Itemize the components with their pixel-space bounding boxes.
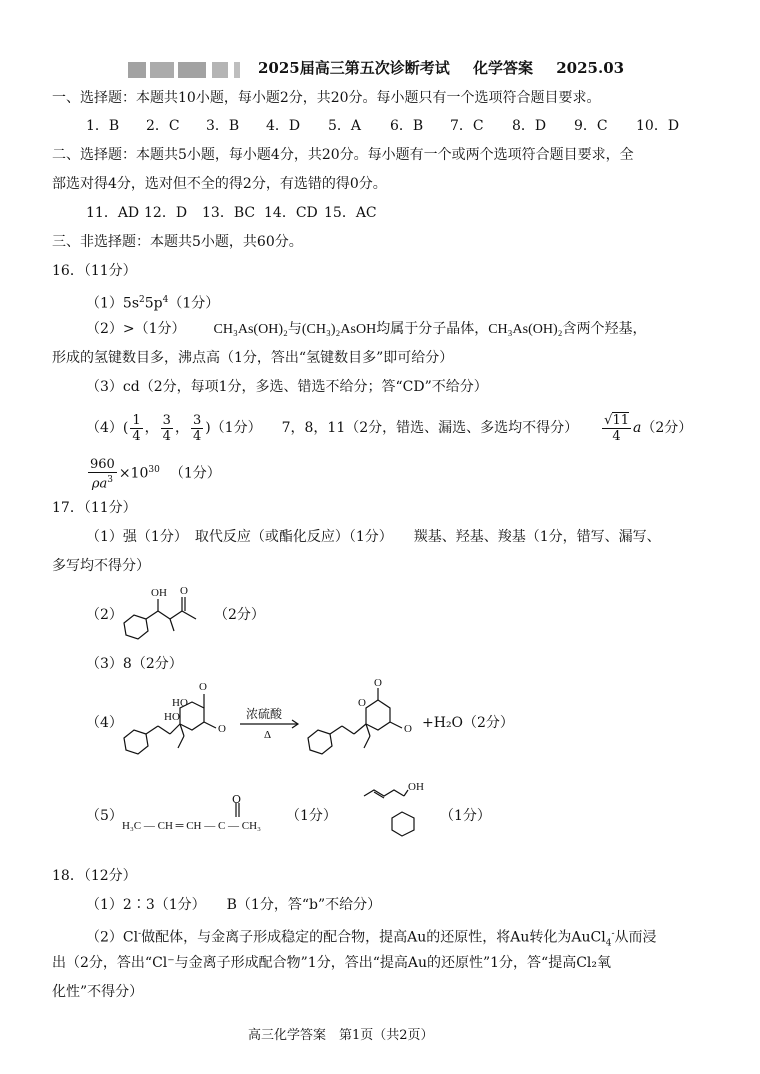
- section2-heading-line1: 二、选择题：本题共5小题，每小题4分，共20分。每小题有一个或两个选项符合题目要求，全: [52, 147, 634, 163]
- q16-p4-sqrt-num: √11: [604, 412, 629, 428]
- answer-13: 13．BC: [202, 205, 256, 221]
- q17-part1-line2: 多写均不得分）: [52, 558, 150, 574]
- q16-p5-exp: 30: [148, 465, 160, 475]
- q17-p5-chain: H₃C — CH ═ CH — C — CH₃: [122, 820, 261, 832]
- answer-1: 1．B: [86, 118, 120, 134]
- q16-p1-sup1: 2: [139, 295, 145, 305]
- q16-part5: [86, 452, 221, 492]
- q16-part4: （4）( $\frac{1}{4}$ ， $\frac{3}{4}$ ， $\frac{3}{4}$ )（1分） 7，8，11（2分，错选、漏选、多选均不得分） $\frac{√11}{4}$ a（2分）: [86, 412, 693, 444]
- q16-p1-mid: 5p: [144, 295, 163, 312]
- q17-part5-score1: （1分）: [286, 808, 337, 824]
- q16-p2-chem3: CH₃As(OH)₂: [488, 322, 563, 337]
- q16-p2-answer: （2）>（1分）: [86, 321, 186, 337]
- q18-p2-sup2: -: [611, 929, 615, 939]
- q18-part2-line2: 出（2分，答出“Cl⁻与金离子形成配合物”1分，答出“提高Au的还原性”1分，答“提高Cl₂氧: [52, 955, 612, 971]
- q16-p4-frac3: [191, 413, 203, 444]
- q17-p5-o: O: [232, 793, 242, 806]
- q18-p2-c: 从而浸: [614, 929, 657, 946]
- answer-8: 8．D: [512, 118, 547, 134]
- q16-part3: （3）cd（2分，每项1分，多选、错选不给分；答“CD”不给分）: [86, 379, 488, 395]
- q16-p4-f3-num: 3: [192, 412, 202, 428]
- q18-part2-line1: [86, 924, 657, 953]
- q16-p4-sqrt-frac: [602, 413, 631, 444]
- q17-part2-label: （2）: [86, 607, 123, 623]
- q17-part5-score2: （1分）: [440, 808, 491, 824]
- q18-p2-a: （2）Cl: [86, 929, 139, 946]
- answer-15: 15．AC: [324, 205, 377, 221]
- q16-p5-num: 960: [90, 456, 115, 472]
- q17-p4-o2: O: [218, 723, 226, 735]
- section2-heading-line2: 部选对得4分，选对但不全的得2分，有选错的得0分。: [52, 176, 387, 192]
- q17-p2-structure: [118, 585, 218, 645]
- q16-p2-text1: 均属于分子晶体，: [376, 321, 489, 337]
- answer-12: 12．D: [144, 205, 188, 221]
- q16-p4-f1-den: 4: [132, 428, 141, 444]
- q17-part1-line1: （1）强（1分） 取代反应（或酯化反应）（1分） 羰基、羟基、羧基（1分，错写、漏写、: [86, 529, 661, 545]
- answer-3: 3．B: [206, 118, 240, 134]
- q18-label: 18．（12分）: [52, 868, 137, 884]
- q17-p2-o: O: [180, 585, 188, 597]
- q16-p1-sup2: 4: [162, 295, 169, 305]
- section1-heading: 一、选择题：本题共10小题，每小题2分，共20分。每小题只有一个选项符合题目要求。: [52, 90, 601, 106]
- q16-p5-den-rho: ρa: [91, 475, 108, 491]
- q16-p4-frac2: [161, 413, 173, 444]
- q16-p1-prefix: （1）5s: [86, 295, 139, 312]
- q17-part5-label: （5）: [86, 808, 123, 824]
- q16-p4-close: )（1分）: [205, 420, 262, 436]
- q17-p4-reagent: 浓硫酸: [246, 707, 283, 721]
- q18-part1: （1）2∶3（1分） B（1分，答“b”不给分）: [86, 897, 382, 913]
- answer-6: 6．B: [390, 118, 424, 134]
- q16-p2-chem2: (CH₃)₂AsOH: [301, 322, 377, 337]
- q16-p4-numbers: 7，8，11（2分，错选、漏选、多选均不得分）: [281, 420, 579, 436]
- q16-p2-with: 与: [287, 321, 302, 337]
- q16-p5-den-sup: 3: [107, 474, 113, 485]
- q17-p4-ho2: HO: [164, 711, 180, 723]
- q17-p4-o4: O: [358, 697, 366, 709]
- q16-p4-sqrt: 11: [612, 412, 629, 428]
- answer-7: 7．C: [450, 118, 484, 134]
- q16-p2-text2: 含两个羟基，: [562, 321, 647, 337]
- q16-part2-line1: [86, 319, 647, 340]
- q17-p4-ho: HO: [172, 697, 188, 709]
- q17-p2-oh: OH: [151, 587, 167, 599]
- q17-part2-score: （2分）: [214, 607, 265, 623]
- q17-part3: （3）8（2分）: [86, 656, 183, 672]
- q17-label: 17．（11分）: [52, 500, 137, 516]
- answer-2: 2．C: [146, 118, 180, 134]
- q16-p4-f2-num: 3: [162, 412, 171, 428]
- q16-p4-f2-den: 4: [162, 428, 171, 444]
- section3-heading: 三、非选择题：本题共5小题，共60分。: [52, 234, 303, 250]
- q16-p2-chem1: CH₃As(OH)₂: [213, 322, 288, 337]
- q16-p5-times: ×10: [118, 465, 149, 482]
- q16-p4-score: （2分）: [641, 420, 693, 436]
- q16-p1-score: （1分）: [168, 295, 220, 312]
- q17-p5-double-bond: [234, 803, 242, 819]
- exam-subject: 化学答案: [472, 59, 533, 77]
- exam-date: 2025.03: [556, 59, 625, 77]
- q17-p4-heat: Δ: [264, 729, 272, 741]
- q18-p2-b: 做配体，与金离子形成稳定的配合物，提高Au的还原性，将Au转化为AuCl: [141, 929, 606, 946]
- q16-p5-den: [92, 473, 113, 491]
- q17-part4-label: （4）: [86, 715, 123, 731]
- answer-14: 14．CD: [264, 205, 318, 221]
- q16-p4-a: a: [632, 420, 642, 436]
- exam-title: 2025届高三第五次诊断考试: [258, 59, 450, 77]
- q16-p5-frac: [88, 457, 117, 491]
- q17-p4-product: [302, 677, 422, 760]
- q17-p4-o1: O: [199, 681, 207, 693]
- answer-4: 4．D: [266, 118, 301, 134]
- section1-answers: [86, 116, 679, 136]
- redacted-school-name: [128, 62, 248, 78]
- q16-label: 16．（11分）: [52, 263, 137, 279]
- q17-p4-arrow: [236, 702, 302, 742]
- page-title: [258, 58, 642, 78]
- q16-p4-f1-num: 1: [132, 412, 141, 428]
- q16-part1: [86, 290, 219, 314]
- answer-10: 10．D: [636, 118, 680, 134]
- q17-p4-o3: O: [374, 677, 382, 689]
- q16-p4-den: 4: [612, 428, 621, 444]
- q17-p4-reactant: [118, 680, 238, 760]
- q17-p4-o5: O: [404, 723, 412, 735]
- q16-p5-score: （1分）: [169, 465, 221, 482]
- q18-p2-sup: -: [138, 929, 142, 939]
- answer-5: 5．A: [328, 118, 362, 134]
- answer-11: 11．AD: [86, 205, 140, 221]
- q16-p4-frac1: [130, 413, 142, 444]
- q16-p4-f3-den: 4: [192, 428, 202, 444]
- q17-part4-product: +H₂O（2分）: [422, 715, 514, 731]
- q17-p5-structure2: [360, 780, 440, 850]
- answer-9: 9．C: [574, 118, 608, 134]
- section2-answers: [86, 203, 377, 223]
- q16-p4-prefix: （4）(: [86, 420, 129, 436]
- q16-part2-line2: 形成的氢键数目多，沸点高（1分，答出“氢键数目多”即可给分）: [52, 350, 454, 366]
- q17-p5-oh: OH: [408, 781, 424, 793]
- q18-p2-sub: 4: [605, 938, 612, 949]
- q18-part2-line3: 化性”不得分）: [52, 984, 144, 1000]
- page-footer: 高三化学答案 第1页（共2页）: [248, 1028, 434, 1043]
